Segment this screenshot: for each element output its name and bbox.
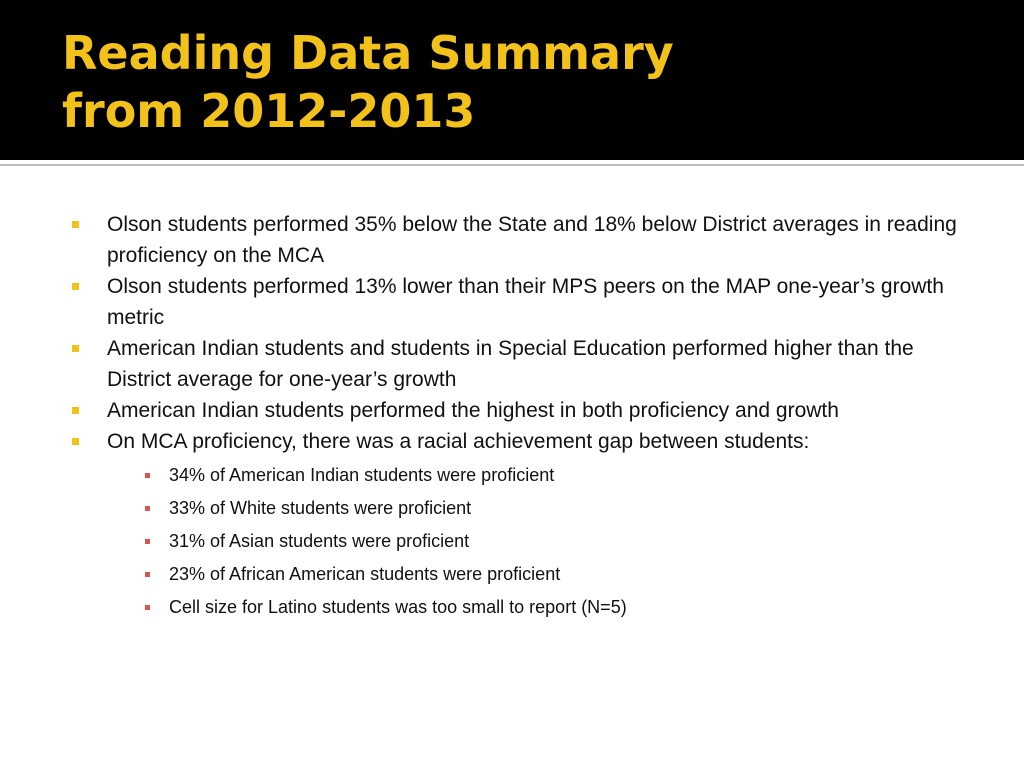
small-square-bullet-icon [145,473,150,478]
bullet-item [72,333,972,395]
bullet-text: On MCA proficiency, there was a racial achievement gap between students: [107,430,810,453]
bullet-item [72,395,972,426]
bullet-text: American Indian students performed the highest in both proficiency and growth [107,399,839,422]
sub-bullet-text: Cell size for Latino students was too small to report (N=5) [169,597,627,617]
sub-bullet-text: 31% of Asian students were proficient [169,531,470,551]
title-line-1: Reading Data Summary [62,26,674,80]
sub-bullet-item [107,459,972,492]
sub-bullet-text: 33% of White students were proficient [169,498,472,518]
small-square-bullet-icon [145,572,150,577]
title-bar [0,0,1024,160]
square-bullet-icon [72,438,79,445]
sub-bullet-text: 34% of American Indian students were proficient [169,465,555,485]
small-square-bullet-icon [145,605,150,610]
title-line-2: from 2012-2013 [62,84,476,138]
bullet-text: Olson students performed 35% below the State and 18% below District averages in reading proficiency on the MCA [107,213,957,267]
bullet-text: Olson students performed 13% lower than their MPS peers on the MAP one-year’s growth metric [107,275,944,329]
sub-bullet-item [107,591,972,624]
bullet-text: American Indian students and students in Special Education performed higher than the District average for one-year’s growth [107,337,914,391]
slide-content [72,209,972,624]
square-bullet-icon [72,345,79,352]
sub-bullet-list [107,459,972,624]
square-bullet-icon [72,283,79,290]
sub-bullet-item [107,525,972,558]
slide-title [62,24,674,140]
sub-bullet-item [107,492,972,525]
small-square-bullet-icon [145,506,150,511]
bullet-item [72,271,972,333]
bullet-item [72,209,972,271]
small-square-bullet-icon [145,539,150,544]
bullet-item [72,426,972,624]
sub-bullet-text: 23% of African American students were proficient [169,564,561,584]
square-bullet-icon [72,221,79,228]
title-divider [0,164,1024,166]
sub-bullet-item [107,558,972,591]
bullet-list [72,209,972,624]
square-bullet-icon [72,407,79,414]
